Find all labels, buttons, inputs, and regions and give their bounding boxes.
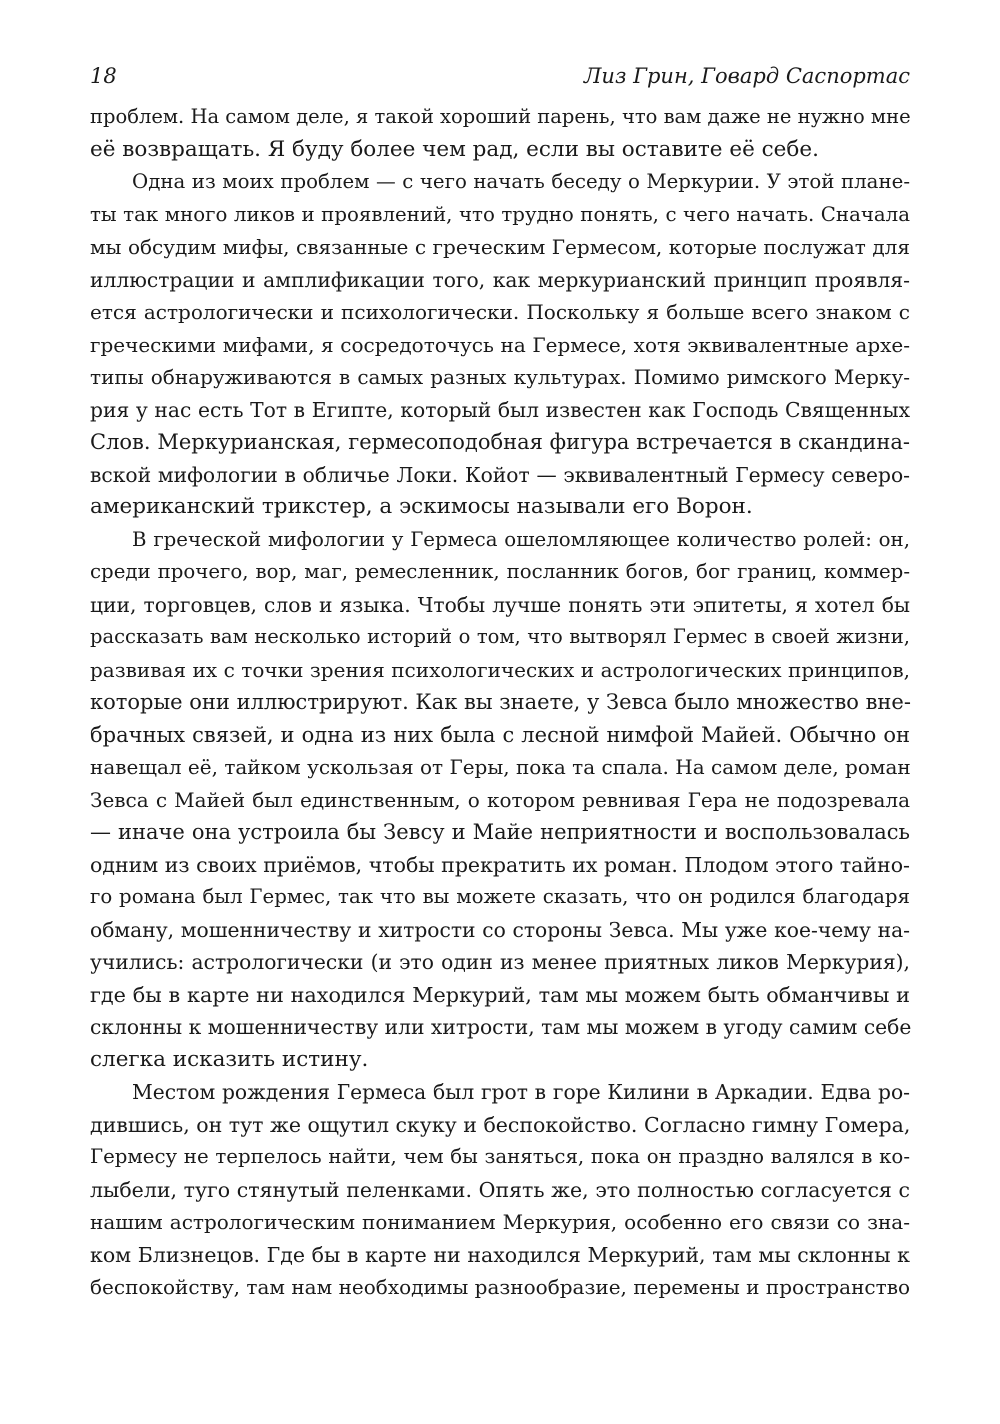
text-line: Гермесу не терпелось найти, чем бы заняться, пока он праздно валялся в ко- xyxy=(90,1145,910,1168)
text-line: слегка исказить истину. xyxy=(90,1046,369,1072)
text-line: иллюстрации и амплификации того, как меркурианский принцип проявля- xyxy=(90,267,910,292)
text-line: В греческой мифологии у Гермеса ошеломляющее количество ролей: он, xyxy=(132,527,910,551)
paragraph xyxy=(90,166,910,524)
text-line: дившись, он тут же ощутил скуку и беспокойство. Согласно гимну Гомера, xyxy=(90,1112,911,1137)
text-line: нашим астрологическим пониманием Меркурия, особенно его связи со зна- xyxy=(90,1210,910,1234)
body-text xyxy=(90,101,910,1304)
text-line: греческими мифами, я сосредоточусь на Гермесе, хотя эквивалентные архе- xyxy=(90,332,910,357)
text-line: рия у нас есть Тот в Египте, который был известен как Господь Священных xyxy=(90,397,910,422)
text-line: среди прочего, вор, маг, ремесленник, посланник богов, бог границ, коммер- xyxy=(90,560,910,583)
text-line: го романа был Гермес, так что вы можете сказать, что он родился благодаря xyxy=(90,885,910,908)
text-line: лыбели, туго стянутый пеленками. Опять же, это полностью согласуется с xyxy=(90,1177,910,1202)
text-line: ты так много ликов и проявлений, что трудно понять, с чего начать. Сначала xyxy=(90,202,910,226)
text-line: мы обсудим мифы, связанные с греческим Гермесом, которые послужат для xyxy=(90,235,910,259)
text-line: типы обнаруживаются в самых разных культурах. Помимо римского Мерку- xyxy=(90,365,910,389)
text-line: рассказать вам несколько историй о том, что вытворял Гермес в своей жизни, xyxy=(90,625,910,648)
text-line: брачных связей, и одна из них была с лесной нимфой Майей. Обычно он xyxy=(90,722,910,747)
text-line: проблем. На самом деле, я такой хороший парень, что вам даже не нужно мне xyxy=(90,105,911,128)
running-header-authors: Лиз Грин, Говард Саспортас xyxy=(583,64,910,88)
text-line: её возвращать. Я буду более чем рад, если вы оставите её себе. xyxy=(90,136,819,162)
text-line: ции, торговцев, слов и языка. Чтобы лучше понять эти эпитеты, я хотел бы xyxy=(90,592,910,617)
text-line: Местом рождения Гермеса был грот в горе Килини в Аркадии. Едва ро- xyxy=(132,1080,910,1104)
text-line: Слов. Меркурианская, гермесоподобная фигура встречается в скандина- xyxy=(90,430,910,454)
text-line: вской мифологии в обличье Локи. Койот — эквивалентный Гермесу северо- xyxy=(90,462,910,487)
text-line: склонны к мошенничеству или хитрости, там мы можем в угоду самим себе xyxy=(90,1015,912,1039)
text-line: навещал её, тайком ускользая от Геры, пока та спала. На самом деле, роман xyxy=(90,755,911,779)
paragraph xyxy=(90,524,910,1077)
text-line: одним из своих приёмов, чтобы прекратить их роман. Плодом этого тайно- xyxy=(90,852,910,877)
text-line: которые они иллюстрируют. Как вы знаете, у Зевса было множество вне- xyxy=(90,690,911,714)
text-line: ется астрологически и психологически. Поскольку я больше всего знаком с xyxy=(90,300,910,324)
text-line: развивая их с точки зрения психологических и астрологических принципов, xyxy=(90,657,910,682)
text-line: беспокойству, там нам необходимы разнообразие, перемены и пространство xyxy=(90,1275,910,1299)
running-header xyxy=(90,60,910,92)
text-line: Зевса с Майей был единственным, о котором ревнивая Гера не подозревала xyxy=(90,787,910,812)
text-line: — иначе она устроила бы Зевсу и Майе неприятности и воспользовалась xyxy=(90,820,910,844)
paragraph xyxy=(90,1076,910,1304)
text-line: где бы в карте ни находился Меркурий, там мы можем быть обманчивы и xyxy=(90,982,910,1007)
page-number: 18 xyxy=(90,64,117,88)
text-line: ком Близнецов. Где бы в карте ни находился Меркурий, там мы склонны к xyxy=(90,1242,910,1267)
text-line: обману, мошенничеству и хитрости со стороны Зевса. Мы уже кое-чему на- xyxy=(90,917,910,942)
text-line: Одна из моих проблем — с чего начать беседу о Меркурии. У этой плане- xyxy=(132,170,910,193)
text-line: американский трикстер, а эскимосы называли его Ворон. xyxy=(90,494,753,519)
paragraph xyxy=(90,101,910,166)
text-line: учились: астрологически (и это один из менее приятных ликов Меркурия), xyxy=(90,950,910,974)
